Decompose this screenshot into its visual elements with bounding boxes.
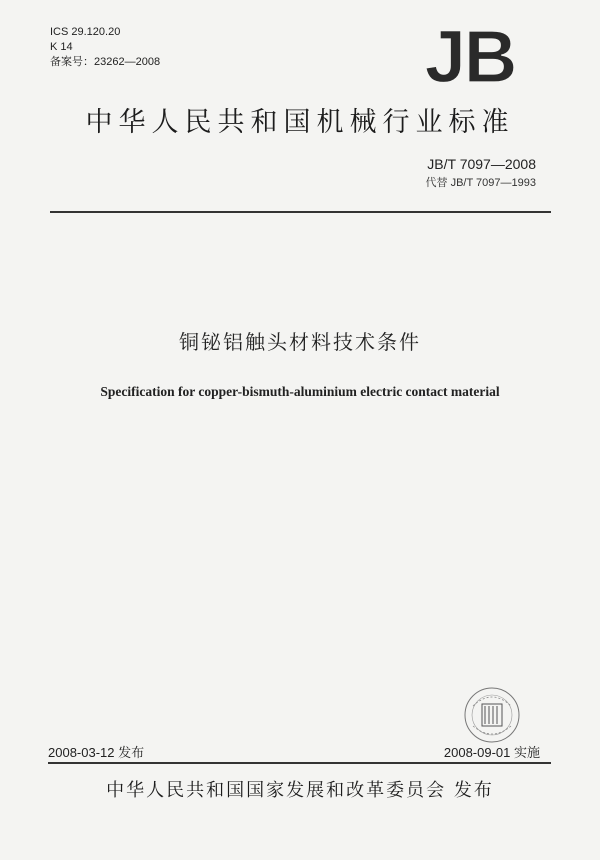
issue-date: 2008-03-12 发布 <box>48 745 145 760</box>
header-divider <box>50 211 551 213</box>
jb-logo-text: JB <box>424 20 516 92</box>
issuing-authority: 中华人民共和国国家发展和改革委员会 发布 <box>106 780 494 801</box>
title-english: Specification for copper-bismuth-aluminium electric contact material <box>100 384 500 399</box>
title-chinese: 铜铋铝触头材料技术条件 <box>179 330 421 354</box>
filing-number: 备案号：23262—2008 <box>50 56 161 68</box>
effective-date: 2008-09-01 实施 <box>443 745 540 760</box>
footer-divider <box>48 762 551 764</box>
publisher-seal-icon <box>463 686 521 744</box>
replaces-standard: 代替 JB/T 7097—1993 <box>425 177 536 189</box>
ics-code: ICS 29.120.20 <box>50 26 121 38</box>
jb-logo <box>410 20 530 92</box>
standard-number: JB/T 7097—2008 <box>427 156 536 172</box>
classification-code: K 14 <box>50 41 73 53</box>
header-title: 中华人民共和国机械行业标准 <box>85 107 515 138</box>
